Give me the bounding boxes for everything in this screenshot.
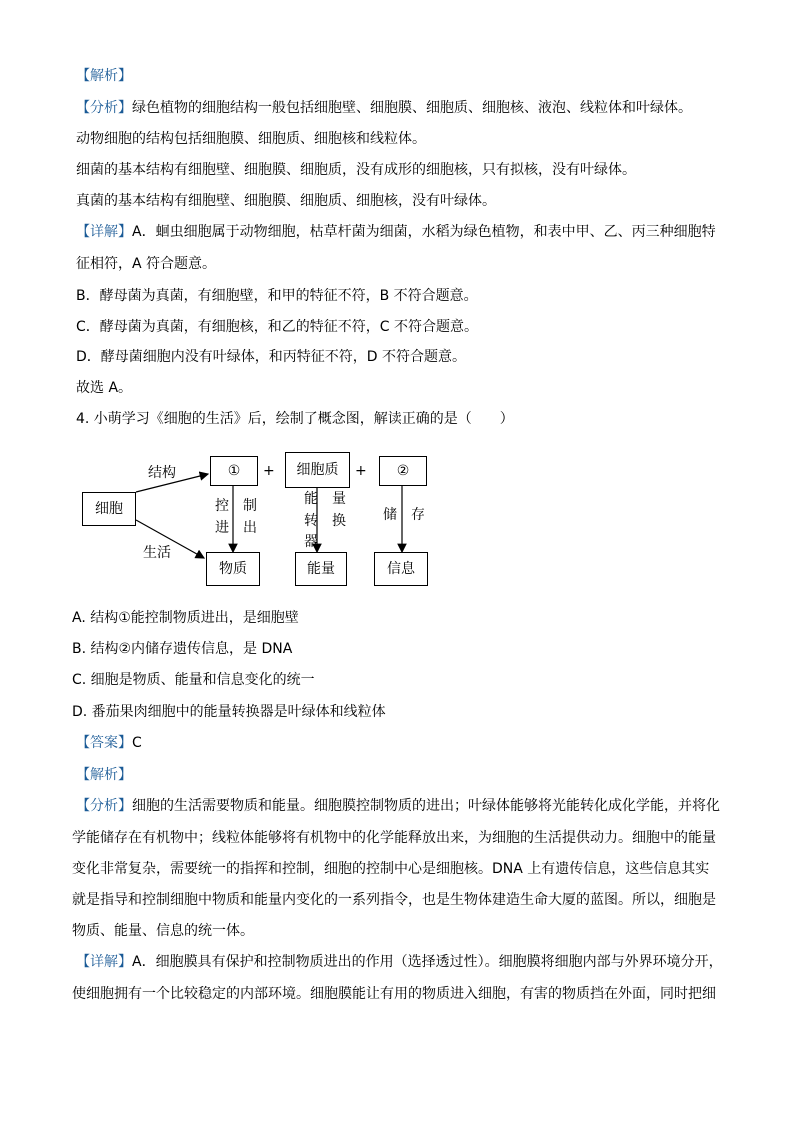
answer-line	[76, 733, 142, 753]
cell-box: 细胞	[82, 492, 136, 526]
structure-1-box: ①	[210, 456, 258, 486]
fenxi-label-2: 【分析】	[76, 798, 132, 814]
fenxi-line-2: 动物细胞的结构包括细胞膜、细胞质、细胞核和线粒体。	[76, 131, 426, 147]
structure-label: 结构	[148, 465, 176, 481]
storage-label: 储 存	[383, 507, 425, 523]
option-c: C. 细胞是物质、能量和信息变化的统一	[72, 672, 315, 688]
control-label-1: 控 制	[215, 498, 257, 514]
xiangjie-label-2: 【详解】	[76, 954, 132, 970]
xiangjie2-line-1	[76, 952, 723, 972]
fenxi-line-3: 细菌的基本结构有细胞壁、细胞膜、细胞质，没有成形的细胞核，只有拟核，没有叶绿体。	[76, 162, 636, 178]
option-d: D. 番茄果肉细胞中的能量转换器是叶绿体和线粒体	[72, 704, 386, 720]
answer-value: C	[132, 735, 142, 751]
info-box: 信息	[374, 552, 428, 586]
analysis-label: 【解析】	[76, 68, 132, 84]
cytoplasm-box: 细胞质	[285, 452, 350, 488]
xiangjie-line-5: D．酵母菌细胞内没有叶绿体，和丙特征不符，D 不符合题意。	[76, 349, 467, 365]
answer-label: 【答案】	[76, 735, 132, 751]
fenxi-text: 绿色植物的细胞结构一般包括细胞壁、细胞膜、细胞质、细胞核、液泡、线粒体和叶绿体。	[132, 100, 692, 116]
xiangjie2-line-2: 使细胞拥有一个比较稳定的内部环境。细胞膜能让有用的物质进入细胞，有害的物质挡在外面，同时把细	[72, 986, 716, 1002]
fenxi2-line-4: 就是指导和控制细胞中物质和能量内变化的一系列指令，也是生物体建造生命大厦的蓝图。所以，细胞是	[72, 892, 716, 908]
option-a: A. 结构①能控制物质进出，是细胞壁	[72, 610, 299, 626]
fenxi2-line-3: 变化非常复杂，需要统一的指挥和控制，细胞的控制中心是细胞核。DNA 上有遗传信息，这些信息其实	[72, 861, 710, 877]
xiangjie-line-2: 征相符，A 符合题意。	[76, 256, 217, 272]
fenxi2-line-5: 物质、能量、信息的统一体。	[72, 923, 254, 939]
xiangjie2-text: A．细胞膜具有保护和控制物质进出的作用（选择透过性）。细胞膜将细胞内部与外界环境分开，	[132, 954, 723, 970]
structure-2-box: ②	[379, 456, 427, 486]
xiangjie-line-4: C．酵母菌为真菌，有细胞核，和乙的特征不符，C 不符合题意。	[76, 319, 478, 335]
converter-label-3: 器	[304, 534, 318, 550]
fenxi2-line-1	[76, 796, 720, 816]
plus-1: +	[263, 463, 275, 479]
question-stem: 4. 小萌学习《细胞的生活》后，绘制了概念图，解读正确的是（ ）	[76, 411, 514, 427]
xiangjie-line-6: 故选 A。	[76, 380, 133, 396]
xiangjie-line-1	[76, 222, 716, 242]
fenxi2-text: 细胞的生活需要物质和能量。细胞膜控制物质的进出；叶绿体能够将光能转化成化学能，并将化	[132, 798, 720, 814]
life-label: 生活	[143, 545, 171, 561]
fenxi2-line-2: 学能储存在有机物中；线粒体能够将有机物中的化学能释放出来，为细胞的生活提供动力。细胞中的能量	[72, 830, 716, 846]
fenxi-line-1	[76, 98, 692, 118]
fenxi-label: 【分析】	[76, 100, 132, 116]
plus-2: +	[355, 463, 367, 479]
concept-diagram	[72, 440, 472, 600]
converter-label-2: 转 换	[304, 513, 346, 529]
option-b: B. 结构②内储存遗传信息，是 DNA	[72, 641, 293, 657]
energy-box: 能量	[295, 552, 347, 586]
control-label-2: 进 出	[215, 520, 257, 536]
fenxi-line-4: 真菌的基本结构有细胞壁、细胞膜、细胞质、细胞核，没有叶绿体。	[76, 193, 496, 209]
matter-box: 物质	[206, 552, 260, 586]
xiangjie-line-3: B．酵母菌为真菌，有细胞壁，和甲的特征不符，B 不符合题意。	[76, 288, 478, 304]
analysis-label-2: 【解析】	[76, 767, 132, 783]
converter-label-1: 能 量	[304, 491, 346, 507]
xiangjie-label: 【详解】	[76, 224, 132, 240]
xiangjie-text: A．蛔虫细胞属于动物细胞，枯草杆菌为细菌，水稻为绿色植物，和表中甲、乙、丙三种细胞特	[132, 224, 716, 240]
